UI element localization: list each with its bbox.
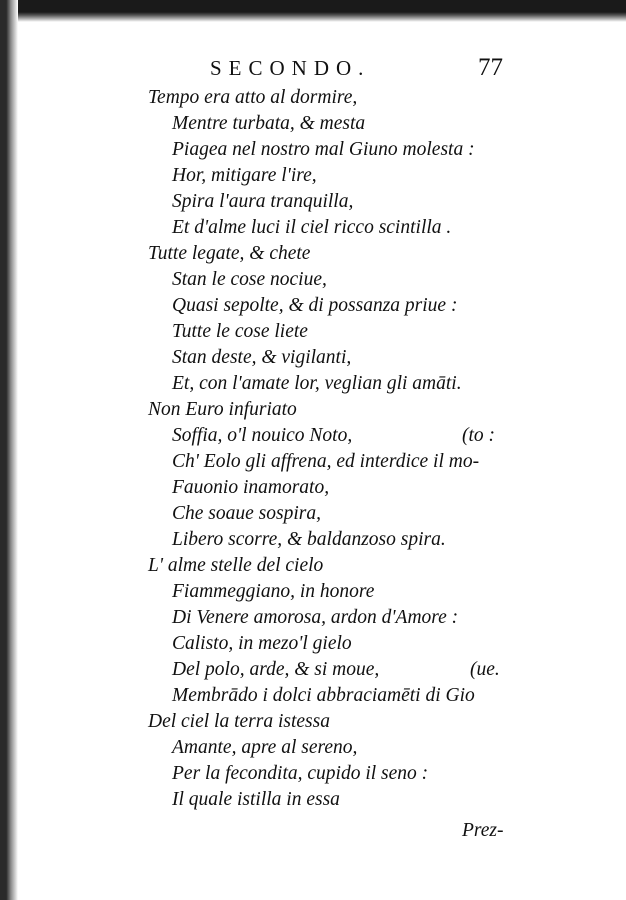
verse-line: Tutte le cose liete (172, 321, 308, 342)
catchword: Prez- (462, 820, 504, 841)
running-header: SECONDO. (210, 56, 371, 80)
page-top-shadow (0, 0, 626, 22)
verse-line: Del polo, arde, & si moue, (172, 659, 380, 680)
verse-line: Membrādo i dolci abbraciamēti di Gio (172, 685, 475, 706)
verse-line: Piagea nel nostro mal Giuno molesta : (172, 139, 475, 160)
verse-line: Non Euro infuriato (148, 399, 297, 420)
verse-line: Stan deste, & vigilanti, (172, 347, 352, 368)
verse-line: Che soaue sospira, (172, 503, 321, 524)
verse-line: Amante, apre al sereno, (172, 737, 358, 758)
verse-line: Per la fecondita, cupido il seno : (172, 763, 429, 784)
verse-line: Tutte legate, & chete (148, 243, 311, 264)
verse-line: Et d'alme luci il ciel ricco scintilla . (172, 217, 452, 238)
verse-line: Quasi sepolte, & di possanza priue : (172, 295, 458, 316)
page-binding-edge (0, 0, 18, 900)
verse-line: Et, con l'amate lor, veglian gli amāti. (172, 373, 462, 394)
verse-line: Di Venere amorosa, ardon d'Amore : (172, 607, 459, 628)
verse-line: Ch' Eolo gli affrena, ed interdice il mo- (172, 451, 480, 472)
verse-turnover: (to : (462, 425, 496, 446)
verse-line: Mentre turbata, & mesta (172, 113, 366, 134)
verse-line: Soffia, o'l nouico Noto, (172, 425, 353, 446)
verse-line: Libero scorre, & baldanzoso spira. (172, 529, 446, 550)
verse-line: Il quale istilla in essa (172, 789, 340, 810)
verse-line: Calisto, in mezo'l gielo (172, 633, 352, 654)
verse-line: Del ciel la terra istessa (148, 711, 330, 732)
verse-turnover: (ue. (470, 659, 500, 680)
verse-line: Tempo era atto al dormire, (148, 87, 358, 108)
verse-line: Fauonio inamorato, (172, 477, 330, 498)
verse-line: Hor, mitigare l'ire, (172, 165, 317, 186)
verse-line: L' alme stelle del cielo (148, 555, 324, 576)
page-number: 77 (478, 54, 503, 81)
verse-line: Stan le cose nociue, (172, 269, 327, 290)
verse-line: Fiammeggiano, in honore (172, 581, 375, 602)
verse-line: Spira l'aura tranquilla, (172, 191, 354, 212)
